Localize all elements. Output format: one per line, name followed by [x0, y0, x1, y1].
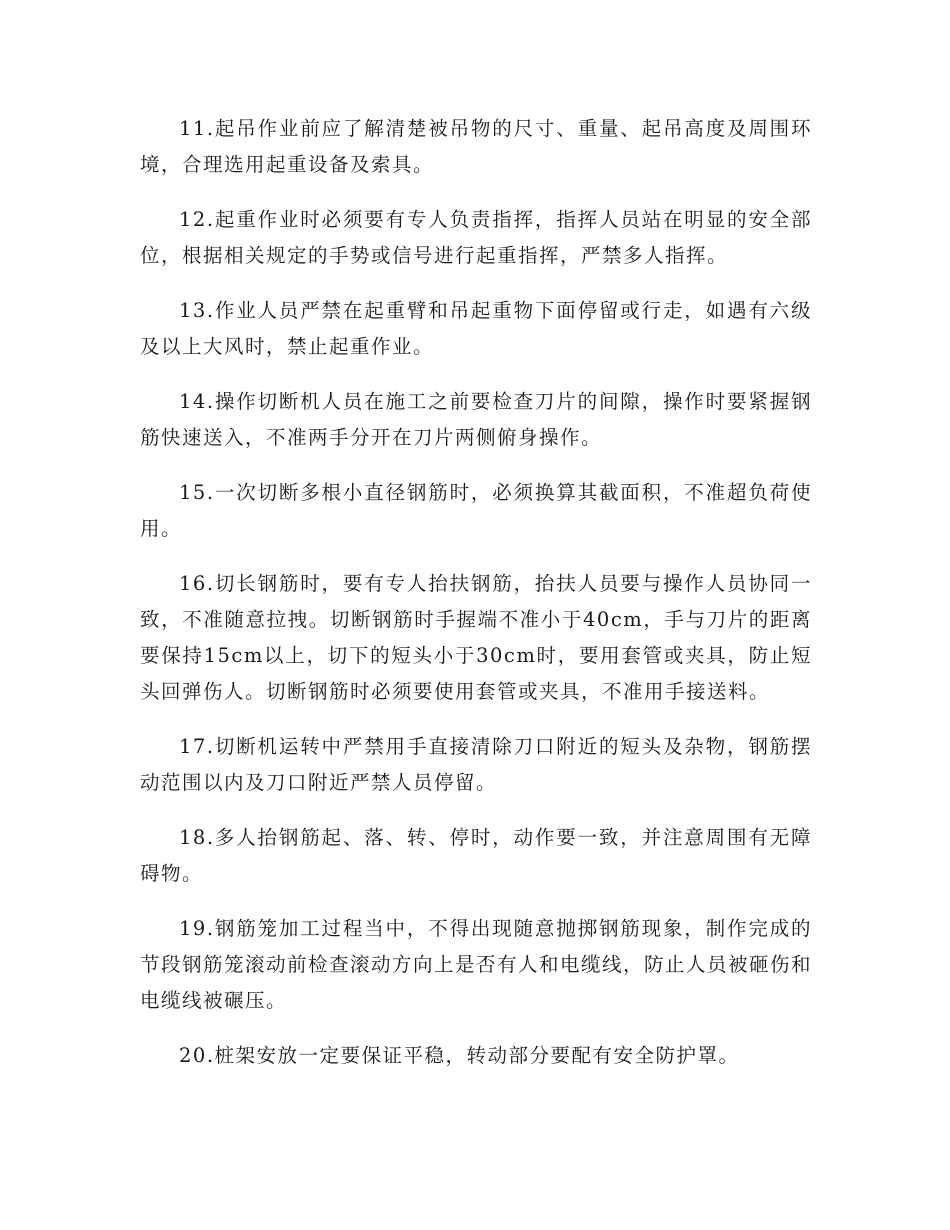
paragraph-item-20: 20.桩架安放一定要保证平稳，转动部分要配有安全防护罩。	[179, 1044, 740, 1067]
paragraph-item-13: 13.作业人员严禁在起重臂和吊起重物下面停留或行走，如遇有六级及以上大风时，禁止起重作业。	[140, 299, 812, 358]
document-body	[140, 111, 812, 1093]
paragraph-item-15: 15.一次切断多根小直径钢筋时，必须换算其截面积，不准超负荷使用。	[140, 481, 812, 540]
paragraph-item-19: 19.钢筋笼加工过程当中，不得出现随意抛掷钢筋现象，制作完成的节段钢筋笼滚动前检查滚动方向上是否有人和电缆线，防止人员被砸伤和电缆线被碾压。	[140, 917, 813, 1012]
paragraph-item-14: 14.操作切断机人员在施工之前要检查刀片的间隙，操作时要紧握钢筋快速送入，不准两手分开在刀片两侧俯身操作。	[140, 390, 812, 449]
paragraph-item-11: 11.起吊作业前应了解清楚被吊物的尺寸、重量、起吊高度及周围环境，合理选用起重设备及索具。	[140, 117, 812, 176]
paragraph-item-12: 12.起重作业时必须要有专人负责指挥，指挥人员站在明显的安全部位，根据相关规定的手势或信号进行起重指挥，严禁多人指挥。	[140, 208, 812, 267]
paragraph-item-17: 17.切断机运转中严禁用手直接清除刀口附近的短头及杂物，钢筋摆动范围以内及刀口附近严禁人员停留。	[140, 735, 812, 794]
paragraph-item-16: 16.切长钢筋时，要有专人抬扶钢筋，抬扶人员要与操作人员协同一致，不准随意拉拽。切断钢筋时手握端不准小于40cm，手与刀片的距离要保持15cm以上，切下的短头小于30cm时，要用套管或夹具，防止短头回弹伤人。切断钢筋时必须要使用套管或夹具，不准用手接送料。	[140, 572, 812, 703]
paragraph-item-18: 18.多人抬钢筋起、落、转、停时，动作要一致，并注意周围有无障碍物。	[140, 826, 812, 885]
